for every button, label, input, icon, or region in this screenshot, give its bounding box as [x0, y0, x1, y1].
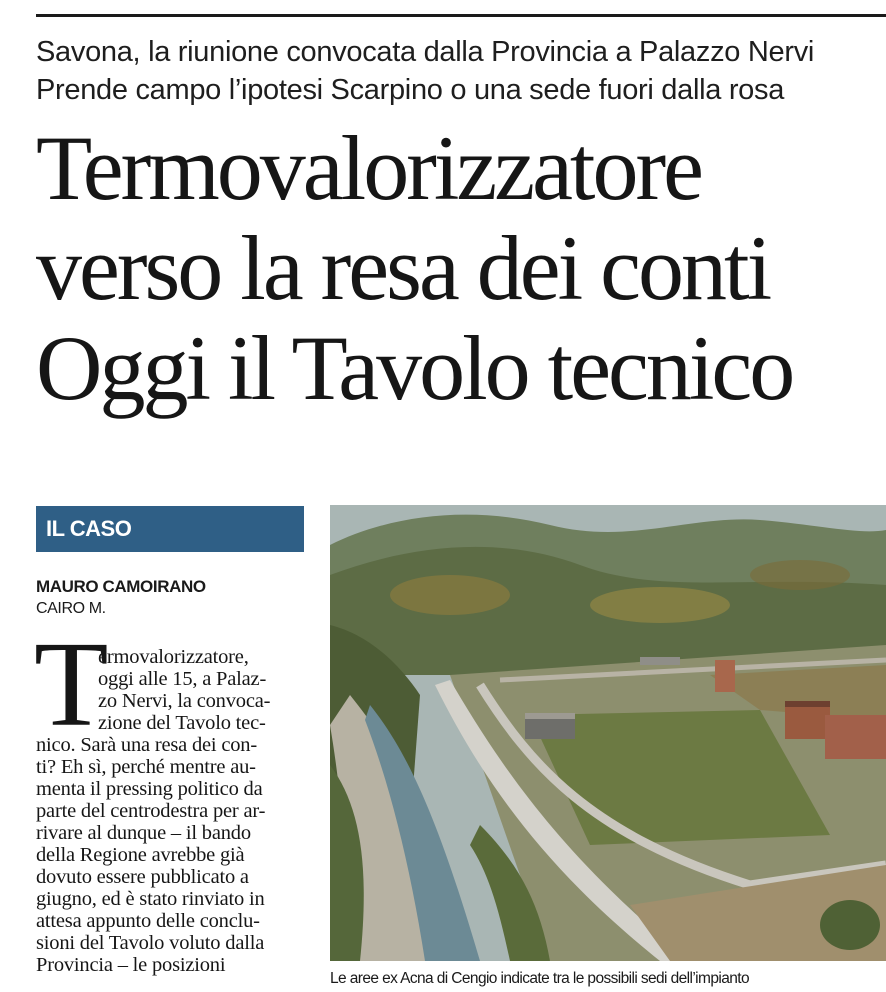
byline-place: CAIRO M.: [36, 600, 106, 617]
headline-line-2: verso la resa dei conti: [36, 217, 770, 319]
section-badge: IL CASO: [36, 506, 304, 552]
article-line: ermovalorizzatore,: [98, 646, 249, 668]
article-line: dovuto essere pubblicato a: [36, 866, 249, 888]
article-line: rivare al dunque – il bando: [36, 822, 251, 844]
article-line: menta il pressing politico da: [36, 778, 263, 800]
article-line: oggi alle 15, a Palaz-: [98, 668, 267, 690]
article-line: parte del centrodestra per ar-: [36, 800, 266, 822]
headline-line-1: Termovalorizzatore: [36, 117, 701, 219]
article-line: sioni del Tavolo voluto dalla: [36, 932, 265, 954]
top-rule: [36, 14, 886, 17]
photo-caption: Le aree ex Acna di Cengio indicate tra le possibili sedi dell’impianto: [330, 970, 749, 987]
article-line: nico. Sarà una resa dei con-: [36, 734, 257, 756]
kicker-line-2: Prende campo l’ipotesi Scarpino o una sede fuori dalla rosa: [36, 74, 785, 106]
article-photo: [330, 505, 886, 961]
article-line: della Regione avrebbe già: [36, 844, 245, 866]
article-line: attesa appunto delle conclu-: [36, 910, 260, 932]
article-line: giugno, ed è stato rinviato in: [36, 888, 265, 910]
article-line: zione del Tavolo tec-: [98, 712, 266, 734]
article-line: zo Nervi, la convoca-: [98, 690, 271, 712]
drop-cap: T: [34, 617, 109, 752]
kicker-line-1: Savona, la riunione convocata dalla Provincia a Palazzo Nervi: [36, 36, 815, 68]
article-line: Provincia – le posizioni: [36, 954, 226, 976]
article-line: ti? Eh sì, perché mentre au-: [36, 756, 256, 778]
byline-author: MAURO CAMOIRANO: [36, 577, 206, 596]
headline-line-3: Oggi il Tavolo tecnico: [36, 317, 793, 419]
